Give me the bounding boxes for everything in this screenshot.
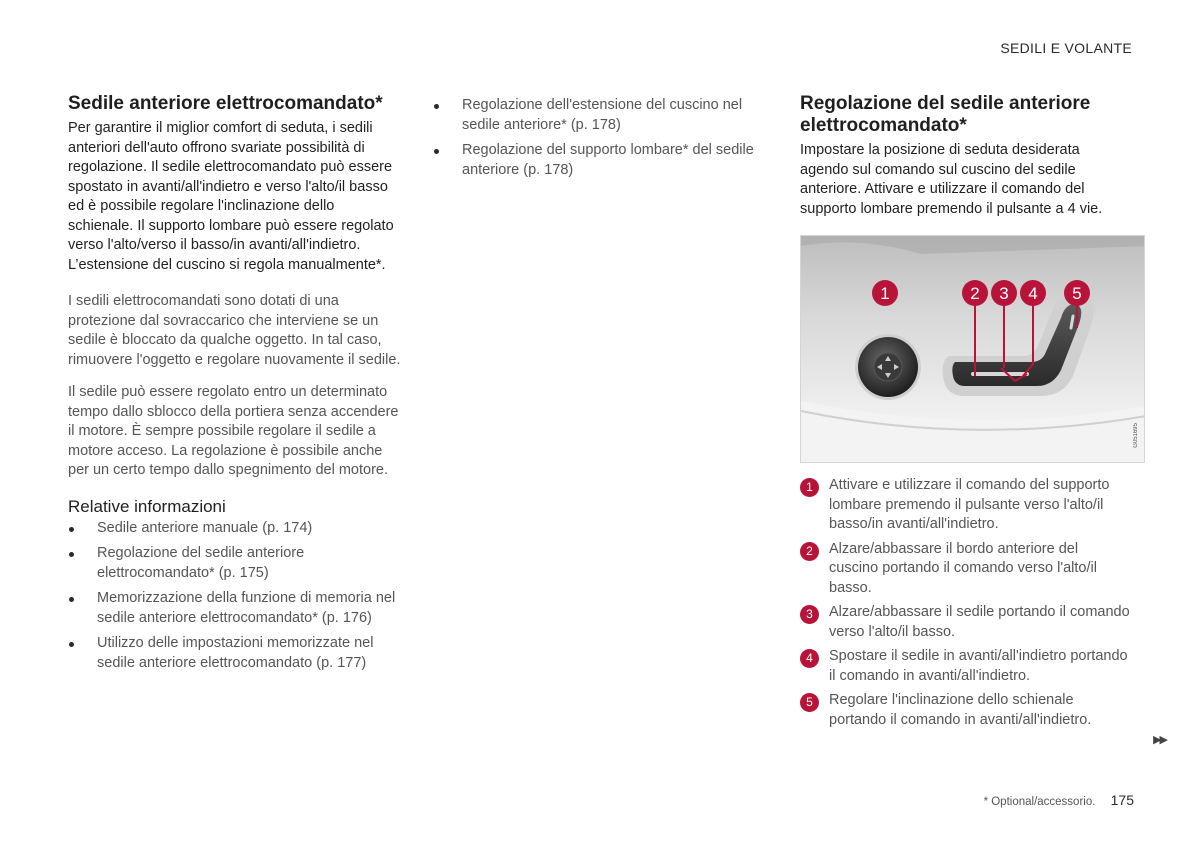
bullet-icon bbox=[69, 597, 74, 602]
step-text: Alzare/abbassare il bordo anteriore del cuscino portando il comando verso l'alto/il basso. bbox=[829, 540, 1097, 596]
step-number-icon: 1 bbox=[800, 478, 819, 497]
step-item bbox=[800, 647, 1130, 686]
step-text: Regolare l'inclinazione dello schienale portando il comando in avanti/all'indietro. bbox=[829, 692, 1092, 728]
callout-label: 1 bbox=[880, 284, 890, 303]
section-title: Regolazione del sedile anteriore elettrocomandato* bbox=[800, 93, 1091, 136]
step-text: Spostare il sedile in avanti/all'indietro portando il comando in avanti/all'indietro. bbox=[829, 648, 1128, 684]
figure-code: G051695 bbox=[1133, 423, 1139, 448]
callout-label: 5 bbox=[1072, 284, 1082, 303]
related-link-text[interactable]: Regolazione del supporto lombare* del sedile anteriore (p. 178) bbox=[462, 142, 754, 178]
body-paragraph: I sedili elettrocomandati sono dotati di una protezione dal sovraccarico che interviene se un sedile è bloccato da qualche oggetto. In tal caso, rimuovere l'oggetto e regolare nuovamente il sedile. bbox=[68, 293, 401, 368]
step-text: Attivare e utilizzare il comando del supporto lombare premendo il pulsante verso l'alto/il basso/in avanti/all'indietro. bbox=[829, 477, 1110, 532]
footnote-text: * Optional/accessorio. bbox=[983, 796, 1096, 808]
related-link-text[interactable]: Regolazione dell'estensione del cuscino nel sedile anteriore* (p. 178) bbox=[462, 97, 743, 133]
intro-paragraph: Impostare la posizione di seduta desiderata agendo sul comando sul cuscino del sedile anteriore. Attivare e utilizzare il comando del supporto lombare premendo il pulsante a 4 vie. bbox=[800, 142, 1103, 217]
related-info-list-continued bbox=[433, 96, 773, 180]
related-info-list bbox=[68, 519, 403, 674]
related-link[interactable] bbox=[433, 96, 773, 135]
body-paragraph: Il sedile può essere regolato entro un determinato tempo dallo sblocco della portiera senza accendere il motore. È sempre possibile regolare il sedile a motore acceso. La regolazione è possibile anche per un certo tempo dallo spegnimento del motore. bbox=[68, 384, 399, 478]
seat-controls-illustration bbox=[801, 236, 1145, 463]
related-link[interactable] bbox=[68, 519, 403, 539]
bullet-icon bbox=[434, 149, 439, 154]
continue-arrow-icon: ▶▶ bbox=[1153, 734, 1166, 746]
bullet-icon bbox=[69, 527, 74, 532]
related-link[interactable] bbox=[68, 634, 403, 673]
steps-list bbox=[800, 476, 1130, 730]
bullet-icon bbox=[69, 642, 74, 647]
seat-controls-figure bbox=[800, 235, 1145, 463]
footer bbox=[984, 792, 1134, 808]
related-info-heading: Relative informazioni bbox=[68, 496, 226, 516]
related-link-text[interactable]: Utilizzo delle impostazioni memorizzate nel sedile anteriore elettrocomandato (p. 177) bbox=[97, 635, 374, 671]
step-item bbox=[800, 691, 1130, 730]
section-header: SEDILI E VOLANTE bbox=[1000, 40, 1132, 56]
step-number-icon: 5 bbox=[800, 693, 819, 712]
related-link-text[interactable]: Sedile anteriore manuale (p. 174) bbox=[97, 519, 313, 536]
related-link-text[interactable]: Memorizzazione della funzione di memoria nel sedile anteriore elettrocomandato* (p. 176) bbox=[97, 590, 396, 626]
callout-label: 2 bbox=[970, 284, 980, 303]
related-link[interactable] bbox=[68, 544, 403, 583]
step-text: Alzare/abbassare il sedile portando il comando verso l'alto/il basso. bbox=[829, 604, 1130, 640]
step-item bbox=[800, 540, 1130, 599]
step-item bbox=[800, 603, 1130, 642]
column-middle bbox=[433, 93, 773, 186]
section-title: Sedile anteriore elettrocomandato* bbox=[68, 93, 383, 114]
bullet-icon bbox=[69, 552, 74, 557]
related-link-text[interactable]: Regolazione del sedile anteriore elettrocomandato* (p. 175) bbox=[97, 545, 305, 581]
step-number-icon: 2 bbox=[800, 542, 819, 561]
column-left bbox=[68, 93, 403, 679]
page-number: 175 bbox=[1110, 792, 1134, 808]
intro-paragraph: Per garantire il miglior comfort di seduta, i sedili anteriori dell'auto offrono svariate possibilità di regolazione. Il sedile elettrocomandato può essere spostato in avanti/all'indietro e verso l'alto/il basso ed è possibile regolare l'inclinazione dello schienale. Il supporto lombare può essere regolato verso l'alto/verso il basso/in avanti/all'indietro. L’estensione del cuscino si regola manualmente*. bbox=[68, 120, 394, 273]
step-item bbox=[800, 476, 1130, 535]
callout-label: 3 bbox=[999, 284, 1009, 303]
column-right bbox=[800, 93, 1139, 735]
step-number-icon: 3 bbox=[800, 605, 819, 624]
related-link[interactable] bbox=[68, 589, 403, 628]
step-number-icon: 4 bbox=[800, 649, 819, 668]
bullet-icon bbox=[434, 104, 439, 109]
callout-label: 4 bbox=[1028, 284, 1038, 303]
related-link[interactable] bbox=[433, 141, 773, 180]
